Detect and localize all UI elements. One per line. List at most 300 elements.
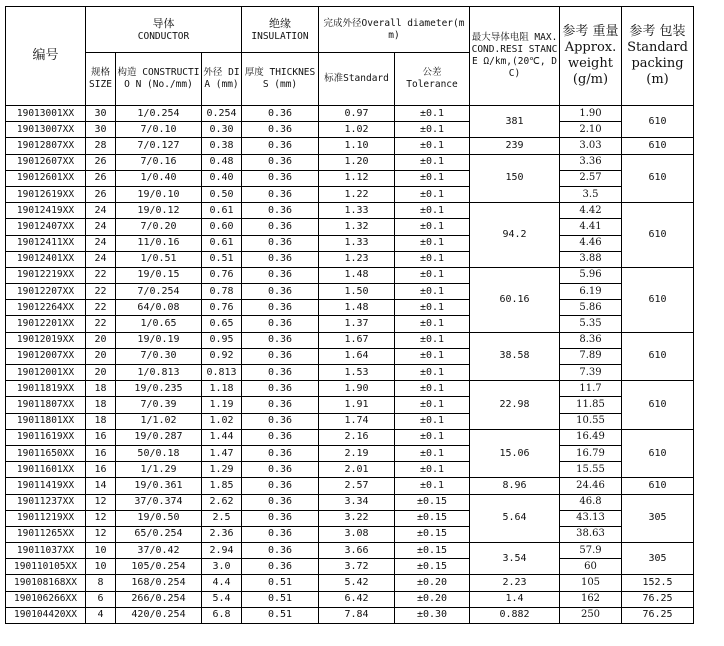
cell-dia: 1.18 xyxy=(202,381,242,397)
cell-weight: 10.55 xyxy=(560,413,622,429)
cell-dia: 0.51 xyxy=(202,251,242,267)
table-row xyxy=(6,494,694,510)
cell-tolerance: ±0.1 xyxy=(395,462,470,478)
cell-tolerance: ±0.20 xyxy=(395,591,470,607)
cell-tolerance: ±0.15 xyxy=(395,559,470,575)
table-row xyxy=(6,316,694,332)
cell-code: 19012401XX xyxy=(6,251,86,267)
cell-weight: 11.7 xyxy=(560,381,622,397)
cell-code: 19012264XX xyxy=(6,300,86,316)
cell-code: 19012419XX xyxy=(6,203,86,219)
cell-tolerance: ±0.1 xyxy=(395,316,470,332)
cell-weight: 5.96 xyxy=(560,267,622,283)
cell-construction: 19/0.12 xyxy=(116,203,202,219)
table-row xyxy=(6,122,694,138)
cell-tolerance: ±0.15 xyxy=(395,510,470,526)
cell-construction: 1/1.02 xyxy=(116,413,202,429)
cell-standard: 3.34 xyxy=(319,494,395,510)
cell-thickness: 0.36 xyxy=(242,478,319,494)
table-row xyxy=(6,300,694,316)
wire-spec-table xyxy=(5,6,694,624)
cell-packing: 610 xyxy=(622,154,694,203)
cell-construction: 1/0.65 xyxy=(116,316,202,332)
cell-code: 190110105XX xyxy=(6,559,86,575)
table-row xyxy=(6,235,694,251)
cell-code: 19012001XX xyxy=(6,365,86,381)
cell-thickness: 0.36 xyxy=(242,203,319,219)
table-row xyxy=(6,332,694,348)
cell-tolerance: ±0.1 xyxy=(395,365,470,381)
cell-tolerance: ±0.1 xyxy=(395,284,470,300)
cell-weight: 5.35 xyxy=(560,316,622,332)
cell-construction: 19/0.10 xyxy=(116,186,202,202)
cell-resistance: 1.4 xyxy=(470,591,560,607)
header-size: 规格 SIZE xyxy=(86,53,116,106)
cell-size: 22 xyxy=(86,300,116,316)
header-conductor-zh: 导体 xyxy=(152,16,175,30)
cell-thickness: 0.36 xyxy=(242,543,319,559)
cell-code: 19012607XX xyxy=(6,154,86,170)
cell-resistance: 8.96 xyxy=(470,478,560,494)
cell-size: 24 xyxy=(86,219,116,235)
cell-code: 19011819XX xyxy=(6,381,86,397)
cell-tolerance: ±0.1 xyxy=(395,397,470,413)
cell-construction: 7/0.39 xyxy=(116,397,202,413)
cell-packing: 610 xyxy=(622,332,694,381)
cell-thickness: 0.36 xyxy=(242,332,319,348)
cell-thickness: 0.36 xyxy=(242,526,319,542)
header-weight-zh: 参考 重量 xyxy=(562,24,619,39)
cell-resistance: 239 xyxy=(470,138,560,154)
header-standard: 标准Standard xyxy=(319,53,395,106)
cell-dia: 0.76 xyxy=(202,300,242,316)
cell-standard: 1.50 xyxy=(319,284,395,300)
cell-resistance: 22.98 xyxy=(470,381,560,430)
table-row xyxy=(6,106,694,122)
cell-code: 19012201XX xyxy=(6,316,86,332)
cell-tolerance: ±0.15 xyxy=(395,543,470,559)
cell-standard: 1.53 xyxy=(319,365,395,381)
cell-thickness: 0.36 xyxy=(242,365,319,381)
header-weight xyxy=(560,7,622,106)
cell-resistance: 60.16 xyxy=(470,267,560,332)
header-insulation xyxy=(242,7,319,53)
table-row xyxy=(6,186,694,202)
header-packing xyxy=(622,7,694,106)
cell-tolerance: ±0.1 xyxy=(395,300,470,316)
cell-construction: 168/0.254 xyxy=(116,575,202,591)
cell-weight: 6.19 xyxy=(560,284,622,300)
cell-packing: 610 xyxy=(622,478,694,494)
cell-weight: 4.46 xyxy=(560,235,622,251)
cell-code: 19012207XX xyxy=(6,284,86,300)
cell-weight: 46.8 xyxy=(560,494,622,510)
table-row xyxy=(6,413,694,429)
cell-standard: 1.12 xyxy=(319,170,395,186)
cell-thickness: 0.36 xyxy=(242,413,319,429)
cell-standard: 1.10 xyxy=(319,138,395,154)
cell-size: 30 xyxy=(86,106,116,122)
cell-dia: 0.813 xyxy=(202,365,242,381)
cell-construction: 1/0.254 xyxy=(116,106,202,122)
cell-weight: 4.41 xyxy=(560,219,622,235)
cell-dia: 0.48 xyxy=(202,154,242,170)
cell-weight: 57.9 xyxy=(560,543,622,559)
cell-size: 22 xyxy=(86,316,116,332)
cell-code: 19012601XX xyxy=(6,170,86,186)
cell-size: 18 xyxy=(86,413,116,429)
cell-tolerance: ±0.1 xyxy=(395,106,470,122)
cell-tolerance: ±0.15 xyxy=(395,494,470,510)
cell-code: 190106266XX xyxy=(6,591,86,607)
cell-thickness: 0.36 xyxy=(242,381,319,397)
cell-dia: 0.30 xyxy=(202,122,242,138)
cell-dia: 0.40 xyxy=(202,170,242,186)
cell-construction: 7/0.10 xyxy=(116,122,202,138)
cell-dia: 1.02 xyxy=(202,413,242,429)
header-code: 编号 xyxy=(6,7,86,106)
cell-size: 8 xyxy=(86,575,116,591)
cell-construction: 19/0.361 xyxy=(116,478,202,494)
table-row xyxy=(6,543,694,559)
cell-size: 12 xyxy=(86,510,116,526)
cell-weight: 3.36 xyxy=(560,154,622,170)
cell-dia: 0.60 xyxy=(202,219,242,235)
header-tolerance-en: Tolerance xyxy=(406,79,458,90)
cell-standard: 5.42 xyxy=(319,575,395,591)
cell-standard: 1.33 xyxy=(319,235,395,251)
cell-size: 12 xyxy=(86,494,116,510)
cell-construction: 105/0.254 xyxy=(116,559,202,575)
cell-construction: 50/0.18 xyxy=(116,445,202,461)
table-row xyxy=(6,203,694,219)
cell-standard: 3.08 xyxy=(319,526,395,542)
cell-packing: 610 xyxy=(622,381,694,430)
table-row xyxy=(6,251,694,267)
cell-dia: 2.94 xyxy=(202,543,242,559)
cell-thickness: 0.51 xyxy=(242,591,319,607)
cell-weight: 4.42 xyxy=(560,203,622,219)
table-row xyxy=(6,154,694,170)
header-thickness: 厚度 THICKNESS (mm) xyxy=(242,53,319,106)
cell-thickness: 0.36 xyxy=(242,122,319,138)
cell-thickness: 0.51 xyxy=(242,607,319,623)
cell-construction: 7/0.16 xyxy=(116,154,202,170)
cell-construction: 19/0.287 xyxy=(116,429,202,445)
cell-thickness: 0.36 xyxy=(242,300,319,316)
cell-standard: 1.33 xyxy=(319,203,395,219)
cell-size: 22 xyxy=(86,267,116,283)
cell-standard: 3.66 xyxy=(319,543,395,559)
cell-standard: 1.32 xyxy=(319,219,395,235)
cell-thickness: 0.36 xyxy=(242,348,319,364)
cell-code: 190108168XX xyxy=(6,575,86,591)
cell-weight: 16.79 xyxy=(560,445,622,461)
table-row xyxy=(6,381,694,397)
cell-dia: 4.4 xyxy=(202,575,242,591)
cell-standard: 2.01 xyxy=(319,462,395,478)
header-insulation-zh: 绝缘 xyxy=(269,16,291,30)
cell-packing: 610 xyxy=(622,203,694,268)
cell-size: 26 xyxy=(86,154,116,170)
cell-dia: 0.61 xyxy=(202,203,242,219)
cell-size: 18 xyxy=(86,397,116,413)
table-row xyxy=(6,219,694,235)
cell-weight: 7.39 xyxy=(560,365,622,381)
cell-construction: 19/0.15 xyxy=(116,267,202,283)
table-row xyxy=(6,429,694,445)
cell-resistance: 15.06 xyxy=(470,429,560,478)
cell-construction: 7/0.30 xyxy=(116,348,202,364)
cell-standard: 1.48 xyxy=(319,300,395,316)
cell-construction: 7/0.127 xyxy=(116,138,202,154)
cell-dia: 5.4 xyxy=(202,591,242,607)
table-body xyxy=(6,106,694,624)
cell-packing: 610 xyxy=(622,429,694,478)
table-row xyxy=(6,510,694,526)
cell-dia: 0.38 xyxy=(202,138,242,154)
cell-construction: 19/0.235 xyxy=(116,381,202,397)
table-row xyxy=(6,170,694,186)
cell-packing: 305 xyxy=(622,494,694,543)
cell-tolerance: ±0.1 xyxy=(395,186,470,202)
cell-weight: 5.86 xyxy=(560,300,622,316)
cell-dia: 0.92 xyxy=(202,348,242,364)
cell-size: 24 xyxy=(86,203,116,219)
cell-size: 20 xyxy=(86,365,116,381)
cell-standard: 1.74 xyxy=(319,413,395,429)
cell-thickness: 0.36 xyxy=(242,494,319,510)
cell-size: 16 xyxy=(86,429,116,445)
cell-tolerance: ±0.1 xyxy=(395,122,470,138)
header-conductor xyxy=(86,7,242,53)
table-row xyxy=(6,284,694,300)
cell-size: 26 xyxy=(86,186,116,202)
cell-code: 19011650XX xyxy=(6,445,86,461)
cell-construction: 64/0.08 xyxy=(116,300,202,316)
cell-dia: 1.85 xyxy=(202,478,242,494)
table-row xyxy=(6,397,694,413)
cell-weight: 38.63 xyxy=(560,526,622,542)
cell-tolerance: ±0.1 xyxy=(395,267,470,283)
cell-standard: 1.23 xyxy=(319,251,395,267)
cell-tolerance: ±0.1 xyxy=(395,235,470,251)
table-row xyxy=(6,607,694,623)
cell-tolerance: ±0.1 xyxy=(395,445,470,461)
cell-size: 4 xyxy=(86,607,116,623)
cell-code: 19011619XX xyxy=(6,429,86,445)
cell-packing: 610 xyxy=(622,106,694,138)
cell-thickness: 0.36 xyxy=(242,284,319,300)
table-row xyxy=(6,348,694,364)
table-row xyxy=(6,138,694,154)
cell-weight: 1.90 xyxy=(560,106,622,122)
cell-code: 19011601XX xyxy=(6,462,86,478)
cell-standard: 1.67 xyxy=(319,332,395,348)
cell-weight: 7.89 xyxy=(560,348,622,364)
header-packing-zh: 参考 包装 xyxy=(629,24,686,39)
cell-standard: 0.97 xyxy=(319,106,395,122)
cell-thickness: 0.36 xyxy=(242,267,319,283)
cell-tolerance: ±0.1 xyxy=(395,251,470,267)
cell-code: 19012407XX xyxy=(6,219,86,235)
cell-construction: 19/0.19 xyxy=(116,332,202,348)
cell-code: 190104420XX xyxy=(6,607,86,623)
cell-packing: 76.25 xyxy=(622,591,694,607)
cell-resistance: 150 xyxy=(470,154,560,203)
cell-weight: 162 xyxy=(560,591,622,607)
cell-resistance: 38.58 xyxy=(470,332,560,381)
cell-thickness: 0.36 xyxy=(242,186,319,202)
header-max-resistance: 最大导体电阻 MAX.COND.RESI STANCE Ω/km,(20℃, DC) xyxy=(470,7,560,106)
cell-dia: 2.36 xyxy=(202,526,242,542)
cell-packing: 76.25 xyxy=(622,607,694,623)
cell-standard: 2.16 xyxy=(319,429,395,445)
cell-standard: 7.84 xyxy=(319,607,395,623)
cell-code: 19012411XX xyxy=(6,235,86,251)
cell-tolerance: ±0.1 xyxy=(395,413,470,429)
cell-tolerance: ±0.1 xyxy=(395,219,470,235)
cell-thickness: 0.36 xyxy=(242,429,319,445)
cell-size: 16 xyxy=(86,462,116,478)
cell-code: 19012019XX xyxy=(6,332,86,348)
cell-resistance: 3.54 xyxy=(470,543,560,575)
cell-tolerance: ±0.30 xyxy=(395,607,470,623)
cell-standard: 3.22 xyxy=(319,510,395,526)
cell-construction: 1/0.40 xyxy=(116,170,202,186)
cell-construction: 7/0.254 xyxy=(116,284,202,300)
cell-weight: 105 xyxy=(560,575,622,591)
cell-tolerance: ±0.1 xyxy=(395,429,470,445)
header-tolerance xyxy=(395,53,470,106)
cell-size: 26 xyxy=(86,170,116,186)
cell-size: 10 xyxy=(86,559,116,575)
cell-dia: 0.78 xyxy=(202,284,242,300)
cell-size: 24 xyxy=(86,251,116,267)
cell-tolerance: ±0.1 xyxy=(395,138,470,154)
cell-code: 19013007XX xyxy=(6,122,86,138)
cell-construction: 1/1.29 xyxy=(116,462,202,478)
cell-standard: 1.48 xyxy=(319,267,395,283)
cell-weight: 250 xyxy=(560,607,622,623)
cell-code: 19013001XX xyxy=(6,106,86,122)
header-tolerance-zh: 公差 xyxy=(422,67,442,78)
cell-standard: 1.02 xyxy=(319,122,395,138)
spec-table-wrapper xyxy=(5,6,694,624)
cell-thickness: 0.36 xyxy=(242,154,319,170)
cell-standard: 6.42 xyxy=(319,591,395,607)
cell-resistance: 94.2 xyxy=(470,203,560,268)
cell-tolerance: ±0.15 xyxy=(395,526,470,542)
table-row xyxy=(6,559,694,575)
cell-dia: 6.8 xyxy=(202,607,242,623)
table-row xyxy=(6,267,694,283)
cell-standard: 1.91 xyxy=(319,397,395,413)
cell-dia: 3.0 xyxy=(202,559,242,575)
cell-resistance: 0.882 xyxy=(470,607,560,623)
cell-dia: 1.19 xyxy=(202,397,242,413)
table-row xyxy=(6,575,694,591)
cell-thickness: 0.36 xyxy=(242,235,319,251)
cell-code: 19011237XX xyxy=(6,494,86,510)
cell-code: 19012807XX xyxy=(6,138,86,154)
cell-tolerance: ±0.1 xyxy=(395,381,470,397)
cell-dia: 0.76 xyxy=(202,267,242,283)
header-construction: 构造 CONSTRUCTIO N (No./mm) xyxy=(116,53,202,106)
cell-code: 19012619XX xyxy=(6,186,86,202)
header-dia: 外径 DIA (mm) xyxy=(202,53,242,106)
cell-thickness: 0.36 xyxy=(242,170,319,186)
cell-weight: 3.88 xyxy=(560,251,622,267)
cell-dia: 2.5 xyxy=(202,510,242,526)
cell-standard: 2.19 xyxy=(319,445,395,461)
cell-size: 10 xyxy=(86,543,116,559)
cell-code: 19011265XX xyxy=(6,526,86,542)
cell-size: 12 xyxy=(86,526,116,542)
cell-dia: 0.65 xyxy=(202,316,242,332)
cell-size: 30 xyxy=(86,122,116,138)
table-row xyxy=(6,526,694,542)
cell-construction: 420/0.254 xyxy=(116,607,202,623)
cell-tolerance: ±0.1 xyxy=(395,154,470,170)
cell-packing: 610 xyxy=(622,138,694,154)
cell-resistance: 5.64 xyxy=(470,494,560,543)
cell-code: 19011037XX xyxy=(6,543,86,559)
cell-dia: 1.29 xyxy=(202,462,242,478)
cell-construction: 7/0.20 xyxy=(116,219,202,235)
cell-standard: 1.20 xyxy=(319,154,395,170)
cell-size: 14 xyxy=(86,478,116,494)
cell-dia: 1.47 xyxy=(202,445,242,461)
cell-standard: 1.64 xyxy=(319,348,395,364)
cell-resistance: 2.23 xyxy=(470,575,560,591)
cell-thickness: 0.36 xyxy=(242,462,319,478)
cell-size: 24 xyxy=(86,235,116,251)
cell-weight: 60 xyxy=(560,559,622,575)
cell-size: 20 xyxy=(86,332,116,348)
header-packing-en: Standard packing (m) xyxy=(627,40,688,87)
cell-thickness: 0.36 xyxy=(242,106,319,122)
cell-thickness: 0.36 xyxy=(242,316,319,332)
cell-tolerance: ±0.1 xyxy=(395,348,470,364)
cell-size: 6 xyxy=(86,591,116,607)
header-weight-en: Approx. weight (g/m) xyxy=(564,40,617,87)
cell-thickness: 0.36 xyxy=(242,559,319,575)
cell-packing: 305 xyxy=(622,543,694,575)
cell-construction: 19/0.50 xyxy=(116,510,202,526)
cell-thickness: 0.36 xyxy=(242,219,319,235)
cell-tolerance: ±0.20 xyxy=(395,575,470,591)
cell-dia: 0.50 xyxy=(202,186,242,202)
cell-weight: 11.85 xyxy=(560,397,622,413)
cell-thickness: 0.36 xyxy=(242,138,319,154)
cell-dia: 0.254 xyxy=(202,106,242,122)
cell-tolerance: ±0.1 xyxy=(395,478,470,494)
cell-thickness: 0.36 xyxy=(242,251,319,267)
cell-size: 20 xyxy=(86,348,116,364)
table-header xyxy=(6,7,694,106)
cell-construction: 37/0.42 xyxy=(116,543,202,559)
header-conductor-en: CONDUCTOR xyxy=(137,30,190,42)
cell-weight: 3.03 xyxy=(560,138,622,154)
cell-code: 19011419XX xyxy=(6,478,86,494)
cell-packing: 152.5 xyxy=(622,575,694,591)
cell-dia: 0.61 xyxy=(202,235,242,251)
cell-resistance: 381 xyxy=(470,106,560,138)
cell-tolerance: ±0.1 xyxy=(395,203,470,219)
cell-weight: 24.46 xyxy=(560,478,622,494)
cell-construction: 1/0.51 xyxy=(116,251,202,267)
